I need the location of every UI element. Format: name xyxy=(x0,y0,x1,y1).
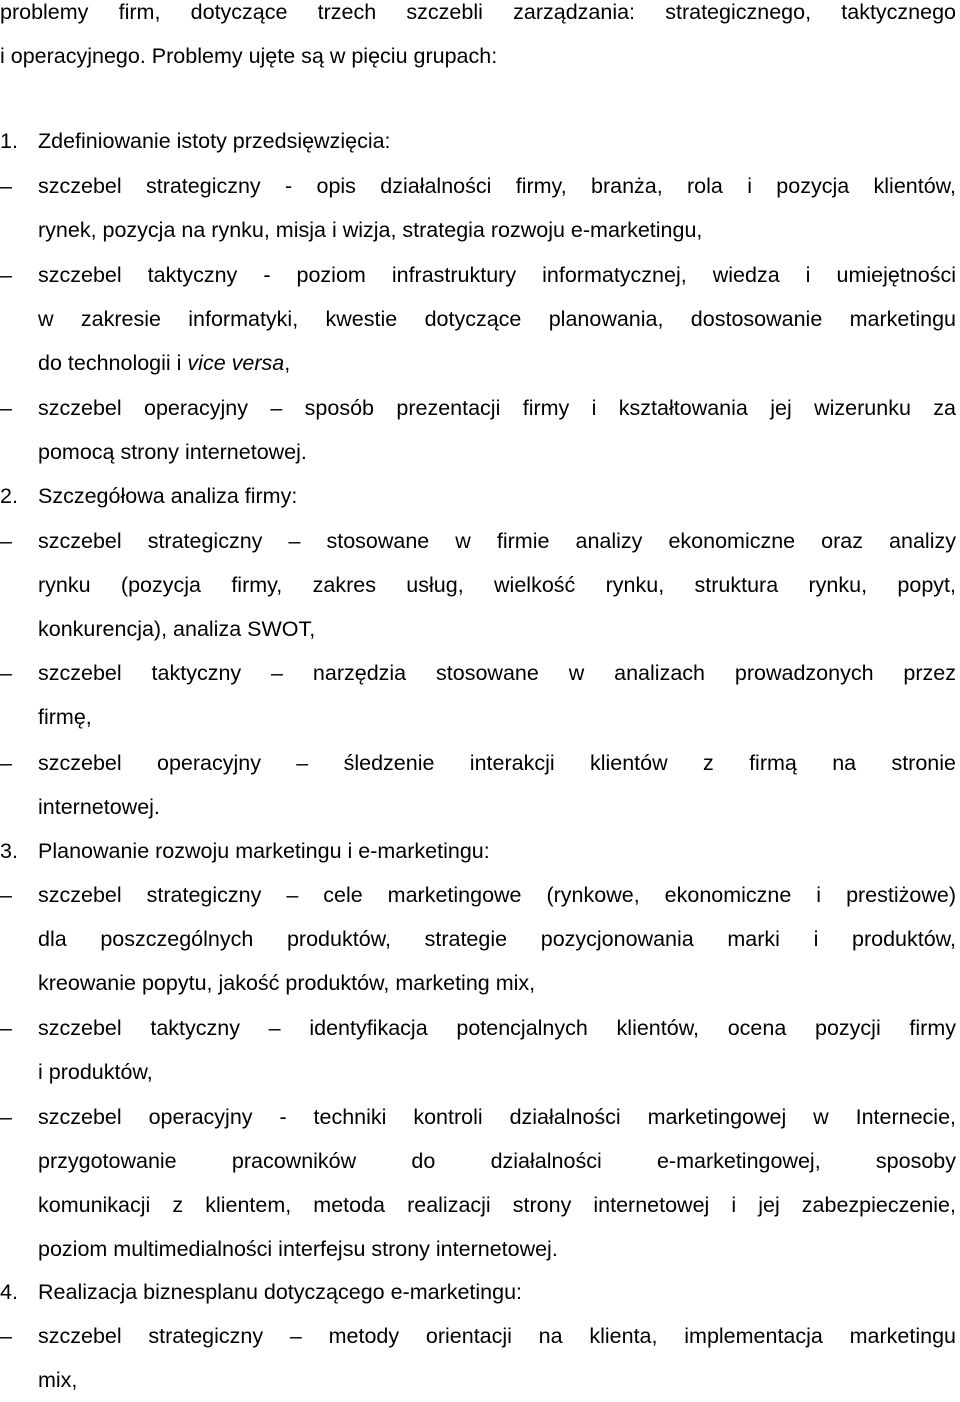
text-line: mix, xyxy=(38,1368,78,1392)
text-line: szczebel operacyjny - techniki kontroli działalności marketingowej w Internecie, xyxy=(38,1105,956,1129)
intro-paragraph xyxy=(0,0,956,78)
list-item xyxy=(0,1006,956,1094)
text-line: konkurencja), analiza SWOT, xyxy=(38,617,316,641)
text-line: rynku (pozycja firmy, zakres usług, wielkość rynku, struktura rynku, popyt, xyxy=(38,573,956,597)
text-line: szczebel strategiczny – stosowane w firmie analizy ekonomiczne oraz analizy xyxy=(38,529,956,553)
text-line: internetowej. xyxy=(38,795,160,819)
section-heading-3 xyxy=(0,829,956,873)
text-line xyxy=(38,341,956,385)
dash-bullet: – xyxy=(0,396,12,420)
text-line: pomocą strony internetowej. xyxy=(38,440,307,464)
text-line: szczebel strategiczny - opis działalności firmy, branża, rola i pozycja klientów, xyxy=(38,174,956,198)
list-item xyxy=(0,164,956,252)
list-item xyxy=(0,873,956,1005)
text-line: kreowanie popytu, jakość produktów, marketing mix, xyxy=(38,971,536,995)
section-heading-4 xyxy=(0,1270,956,1314)
text-line: szczebel strategiczny – cele marketingowe (rynkowe, ekonomiczne i prestiżowe) xyxy=(38,883,956,907)
list-item xyxy=(0,1095,956,1271)
text-fragment: do technologii i xyxy=(38,351,188,375)
dash-bullet: – xyxy=(0,174,12,198)
dash-bullet: – xyxy=(0,1016,12,1040)
list-item xyxy=(0,651,956,739)
list-item xyxy=(0,741,956,829)
text-line: przygotowanie pracowników do działalności e-marketingowej, sposoby xyxy=(38,1149,956,1173)
section-title: Szczegółowa analiza firmy: xyxy=(38,484,298,508)
text-line: szczebel strategiczny – metody orientacji na klienta, implementacja marketingu xyxy=(38,1324,956,1348)
text-line: rynek, pozycja na rynku, misja i wizja, strategia rozwoju e-marketingu, xyxy=(38,218,703,242)
dash-bullet: – xyxy=(0,1105,12,1129)
text-line: w zakresie informatyki, kwestie dotyczące planowania, dostosowanie marketingu xyxy=(38,307,956,331)
dash-bullet: – xyxy=(0,661,12,685)
text-line: i produktów, xyxy=(38,1060,153,1084)
list-item xyxy=(0,253,956,385)
text-line: szczebel operacyjny – sposób prezentacji firmy i kształtowania jej wizerunku za xyxy=(38,396,956,420)
text-line: szczebel taktyczny - poziom infrastruktury informatycznej, wiedza i umiejętności xyxy=(38,263,956,287)
text-line: szczebel operacyjny – śledzenie interakcji klientów z firmą na stronie xyxy=(38,751,956,775)
text-line: poziom multimedialności interfejsu strony internetowej. xyxy=(38,1237,558,1261)
section-title: Zdefiniowanie istoty przedsięwzięcia: xyxy=(38,129,391,153)
text-line: szczebel taktyczny – identyfikacja potencjalnych klientów, ocena pozycji firmy xyxy=(38,1016,956,1040)
list-item xyxy=(0,386,956,474)
section-heading-2 xyxy=(0,474,956,518)
text-line: dla poszczególnych produktów, strategie pozycjonowania marki i produktów, xyxy=(38,927,956,951)
list-item xyxy=(0,519,956,651)
text-line: problemy firm, dotyczące trzech szczebli zarządzania: strategicznego, taktycznego xyxy=(0,0,956,24)
text-line: komunikacji z klientem, metoda realizacji strony internetowej i jej zabezpieczenie, xyxy=(38,1193,956,1217)
list-item xyxy=(0,1314,956,1402)
dash-bullet: – xyxy=(0,883,12,907)
section-title: Realizacja biznesplanu dotyczącego e-marketingu: xyxy=(38,1280,523,1304)
text-fragment: , xyxy=(284,351,291,375)
section-number: 3. xyxy=(0,839,18,863)
section-number: 2. xyxy=(0,484,18,508)
dash-bullet: – xyxy=(0,751,12,775)
section-heading-1 xyxy=(0,119,956,163)
dash-bullet: – xyxy=(0,263,12,287)
text-line: i operacyjnego. Problemy ujęte są w pięciu grupach: xyxy=(0,44,498,68)
section-number: 1. xyxy=(0,129,18,153)
dash-bullet: – xyxy=(0,529,12,553)
section-number: 4. xyxy=(0,1280,18,1304)
dash-bullet: – xyxy=(0,1324,12,1348)
section-title: Planowanie rozwoju marketingu i e-marketingu: xyxy=(38,839,490,863)
text-line: szczebel taktyczny – narzędzia stosowane w analizach prowadzonych przez xyxy=(38,661,956,685)
italic-term: vice versa xyxy=(187,351,285,375)
text-line: firmę, xyxy=(38,705,92,729)
